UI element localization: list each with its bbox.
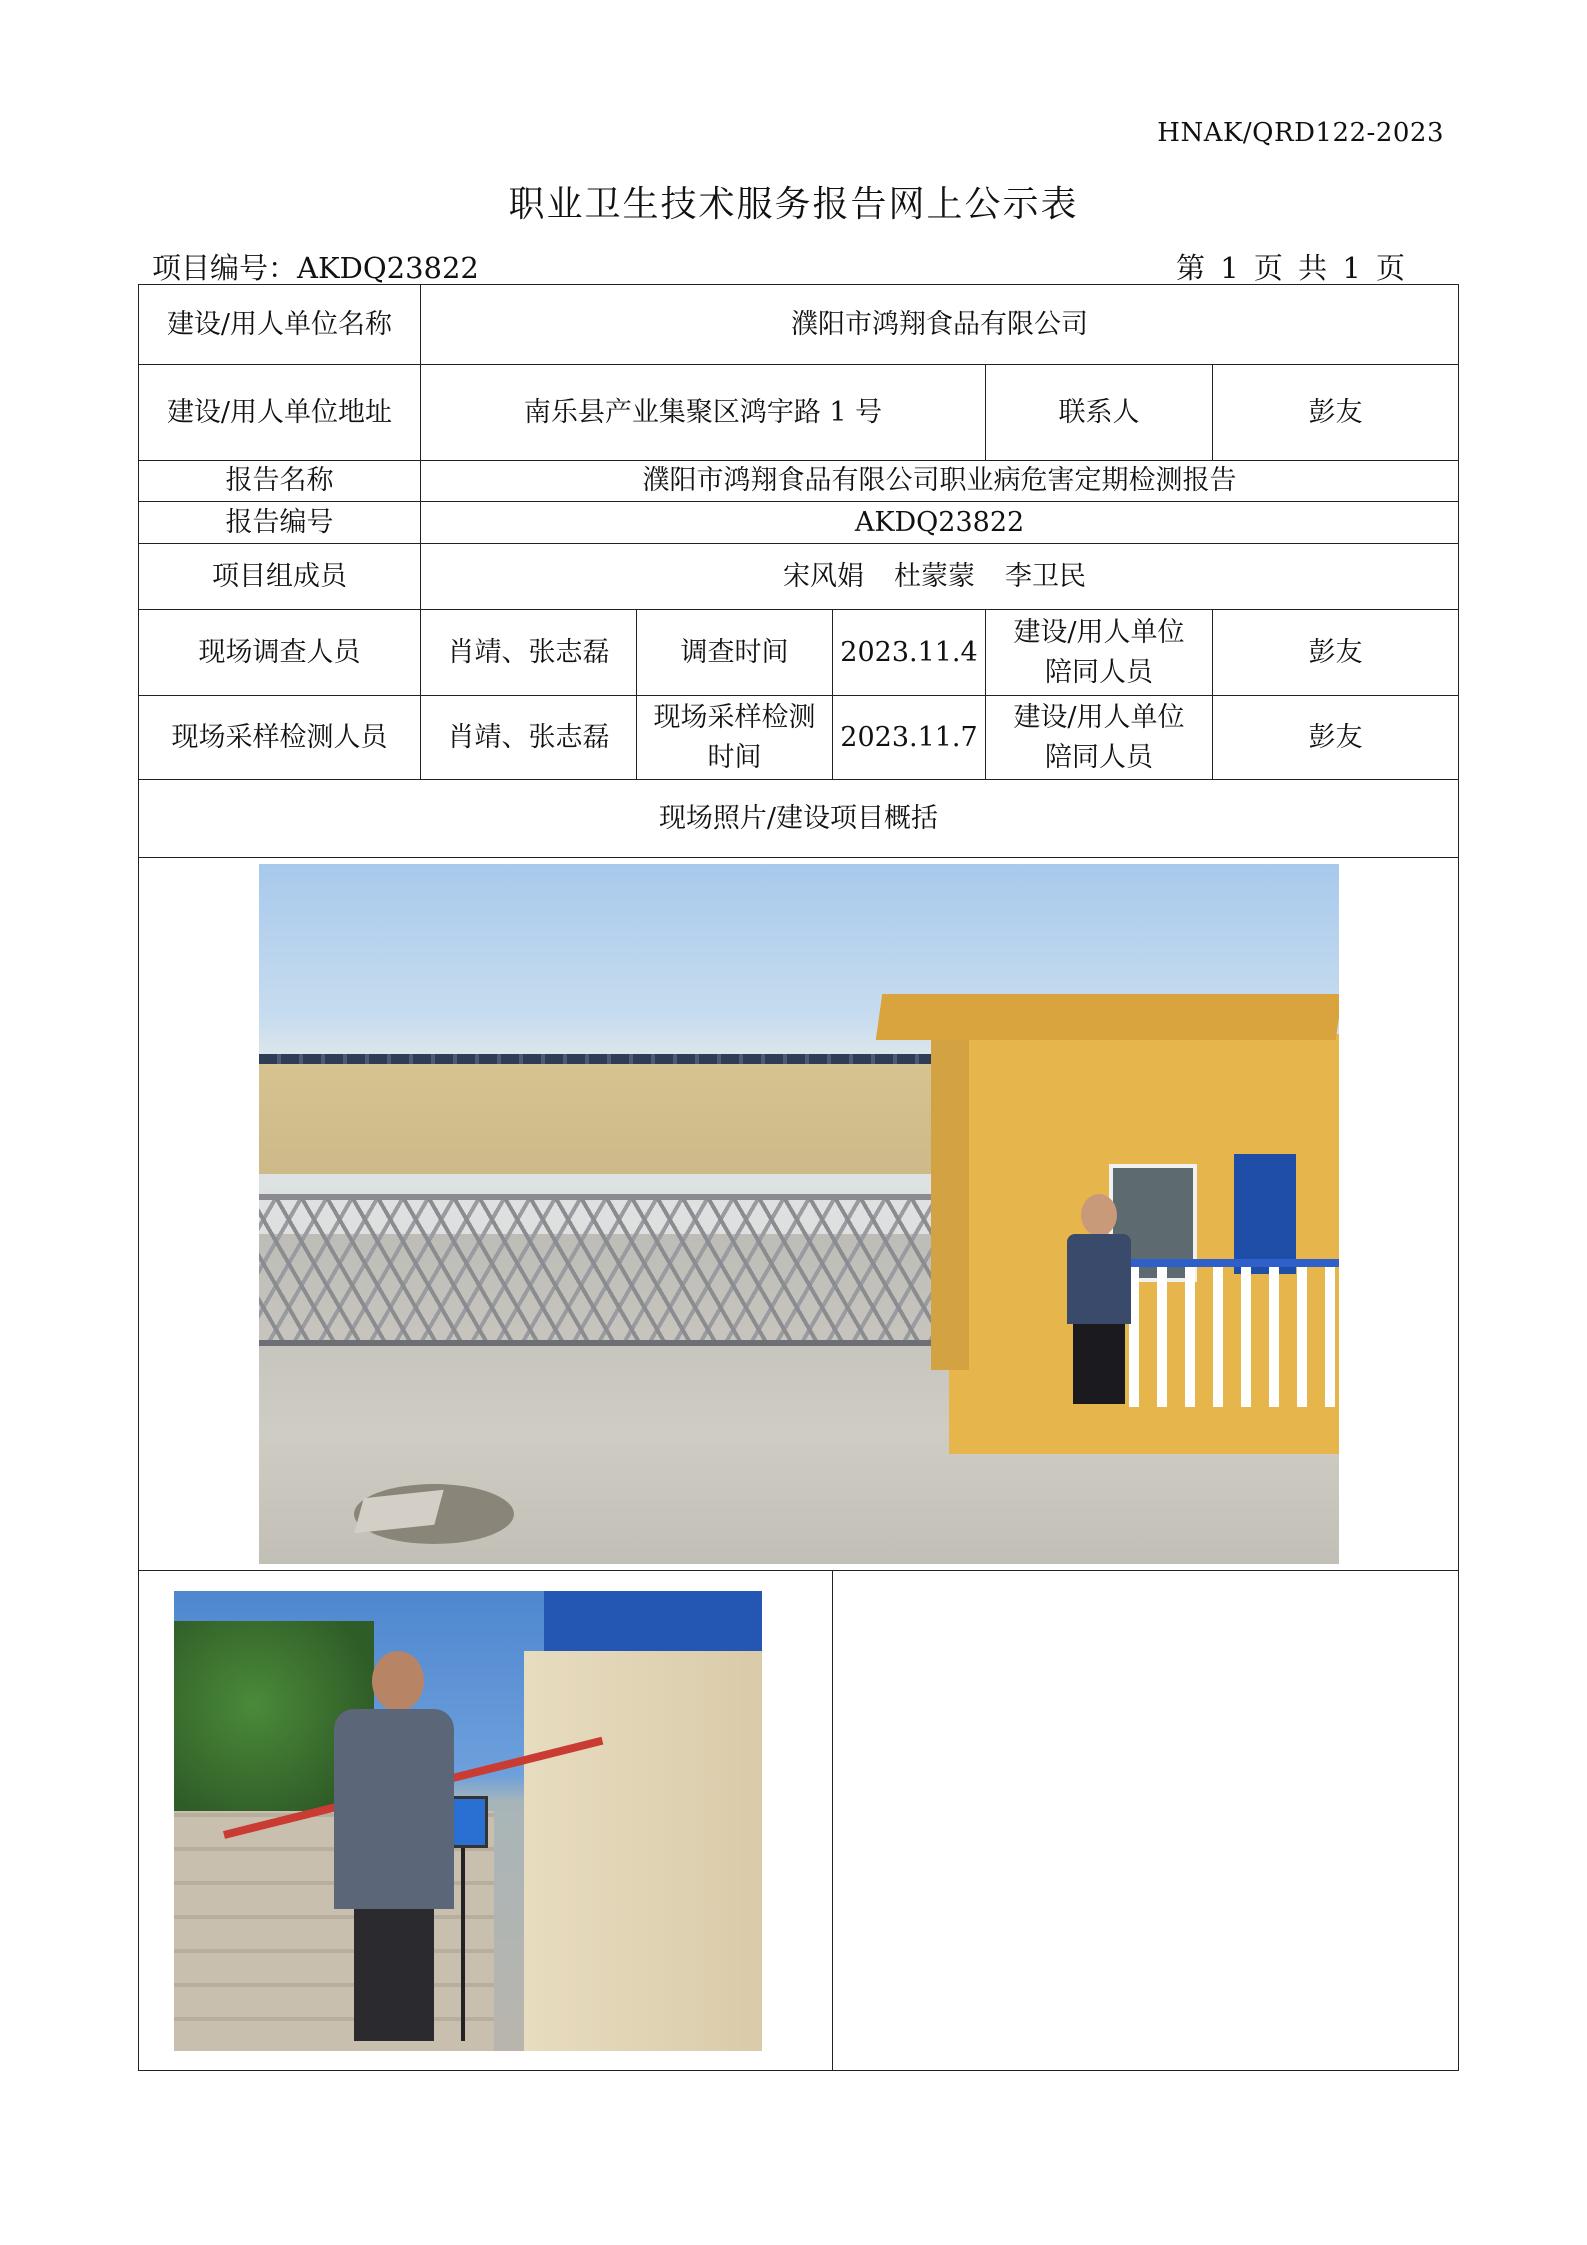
inspector-legs bbox=[354, 1909, 434, 2041]
retractable-gate bbox=[259, 1194, 979, 1346]
site-gate-photo bbox=[259, 864, 1339, 1564]
escort-label-line1: 建设/用人单位 bbox=[1013, 702, 1185, 734]
booth-pillar bbox=[931, 1040, 969, 1370]
table-row bbox=[139, 1571, 1459, 2071]
rooftop-sampling-photo bbox=[174, 1591, 762, 2051]
survey-staff-label: 现场调查人员 bbox=[139, 610, 421, 696]
inspector-body bbox=[334, 1709, 454, 1909]
sampling-staff-value: 肖靖、张志磊 bbox=[421, 696, 637, 780]
sampling-escort-label bbox=[986, 696, 1213, 780]
table-row bbox=[139, 610, 1459, 696]
person-head bbox=[1081, 1194, 1117, 1236]
table-row bbox=[139, 858, 1459, 1571]
sampling-time-value: 2023.11.7 bbox=[833, 696, 986, 780]
members-label: 项目组成员 bbox=[139, 544, 421, 610]
sampling-time-label bbox=[637, 696, 833, 780]
photo-cell-left bbox=[139, 1571, 833, 2071]
sampling-escort-value: 彭友 bbox=[1213, 696, 1459, 780]
report-no-value: AKDQ23822 bbox=[421, 502, 1459, 544]
inspector bbox=[324, 1651, 454, 2041]
page-title: 职业卫生技术服务报告网上公示表 bbox=[508, 184, 1079, 225]
escort-label-line1: 建设/用人单位 bbox=[1013, 617, 1185, 649]
railing bbox=[1129, 1259, 1339, 1407]
members-value bbox=[421, 544, 1459, 610]
survey-staff-value: 肖靖、张志磊 bbox=[421, 610, 637, 696]
member-name: 杜蒙蒙 bbox=[894, 560, 975, 592]
survey-escort-value: 彭友 bbox=[1213, 610, 1459, 696]
member-name: 李卫民 bbox=[1005, 560, 1086, 592]
photos-label: 现场照片/建设项目概括 bbox=[139, 780, 1459, 858]
unit-address-label: 建设/用人单位地址 bbox=[139, 365, 421, 461]
building-wall bbox=[524, 1651, 762, 2051]
sampling-time-label-line1: 现场采样检测 bbox=[653, 702, 816, 734]
inspector-head bbox=[372, 1651, 424, 1711]
contact-value: 彭友 bbox=[1213, 365, 1459, 461]
photo-cell-right bbox=[833, 1571, 1459, 2071]
safety-sign bbox=[1234, 1154, 1296, 1274]
table-row bbox=[139, 502, 1459, 544]
survey-time-label: 调查时间 bbox=[637, 610, 833, 696]
table-row bbox=[139, 780, 1459, 858]
escort-label-line2: 陪同人员 bbox=[1045, 741, 1153, 773]
tripod bbox=[461, 1841, 465, 2041]
unit-address-value: 南乐县产业集聚区鸿宇路 1 号 bbox=[421, 365, 986, 461]
report-no-label: 报告编号 bbox=[139, 502, 421, 544]
table-row bbox=[139, 544, 1459, 610]
unit-name-value: 濮阳市鸿翔食品有限公司 bbox=[421, 285, 1459, 365]
survey-time-value: 2023.11.4 bbox=[833, 610, 986, 696]
unit-name-label: 建设/用人单位名称 bbox=[139, 285, 421, 365]
factory-wall bbox=[259, 1064, 959, 1174]
escort-label-line2: 陪同人员 bbox=[1045, 656, 1153, 688]
report-name-value: 濮阳市鸿翔食品有限公司职业病危害定期检测报告 bbox=[421, 461, 1459, 502]
blue-panel bbox=[544, 1591, 762, 1651]
page-info: 第 1 页 共 1 页 bbox=[1176, 251, 1405, 285]
table-row bbox=[139, 285, 1459, 365]
sampling-time-label-line2: 时间 bbox=[707, 741, 762, 773]
table-row bbox=[139, 365, 1459, 461]
report-name-label: 报告名称 bbox=[139, 461, 421, 502]
person-legs bbox=[1073, 1324, 1125, 1404]
photo-cell-main bbox=[139, 858, 1459, 1571]
project-number: 项目编号：AKDQ23822 bbox=[152, 251, 479, 285]
contact-label: 联系人 bbox=[986, 365, 1213, 461]
person-body bbox=[1067, 1234, 1131, 1324]
member-name: 宋风娟 bbox=[783, 560, 864, 592]
document-code: HNAK/QRD122-2023 bbox=[1157, 118, 1444, 148]
booth-roof bbox=[876, 994, 1339, 1040]
sampling-staff-label: 现场采样检测人员 bbox=[139, 696, 421, 780]
disclosure-table bbox=[138, 284, 1459, 2071]
staff-person bbox=[1059, 1194, 1139, 1404]
table-row bbox=[139, 696, 1459, 780]
table-row bbox=[139, 461, 1459, 502]
survey-escort-label bbox=[986, 610, 1213, 696]
